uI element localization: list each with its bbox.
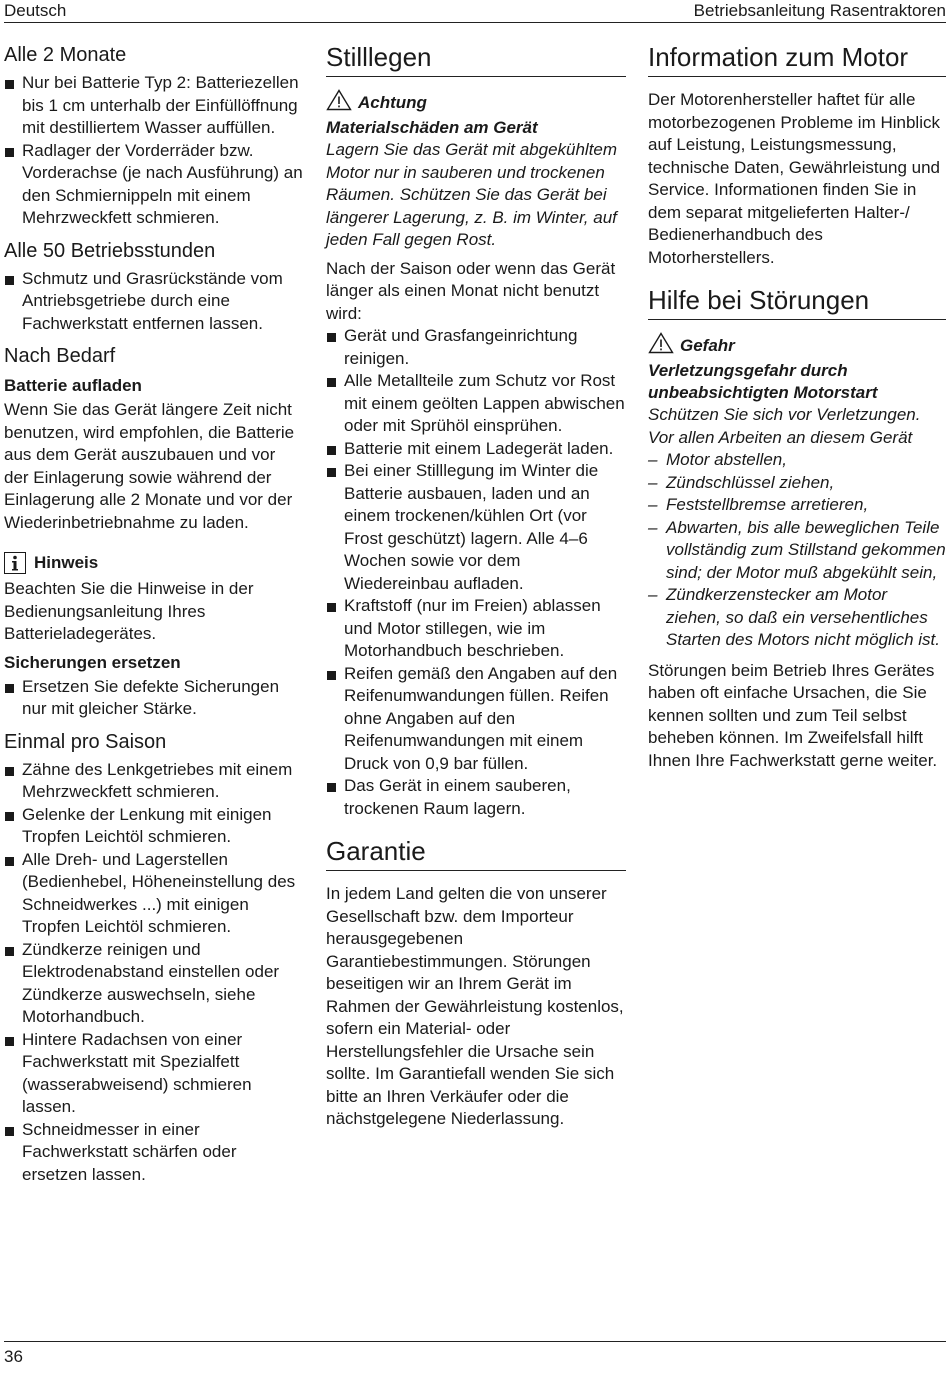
list-item: Ersetzen Sie defekte Sicherungen nur mit gleicher Stärke. (4, 676, 304, 721)
engine-paragraph: Der Motorenhersteller haftet für alle motorbezogenen Probleme im Hinblick auf Leistung, Leistungsmessung, technische Daten, Gewährleistung und Service. Informationen finden Sie in dem separat mitgelieferten Halter-/ Bedienerhandbuch des Motorherstellers. (648, 90, 941, 267)
caution-subtitle: Materialschäden am Gerät (326, 118, 538, 137)
caution-title: Achtung (358, 93, 427, 112)
list-item: Zündkerze reinigen und Elektrodenabstand einstellen oder Zündkerze auswechseln, siehe Motorhandbuch. (4, 939, 304, 1029)
caution-heading (326, 89, 626, 117)
list-every-50-hours (4, 268, 304, 336)
list-item: Zähne des Lenkgetriebes mit einem Mehrzweckfett schmieren. (4, 759, 304, 804)
section-title-every-50-hours: Alle 50 Betriebsstunden (4, 239, 216, 262)
list-item: Alle Dreh- und Lagerstellen (Bedienhebel, Höheneinstellung des Schneidwerkes ...) mit einigen Tropfen Leichtöl schmieren. (4, 849, 304, 939)
header-language: Deutsch (4, 1, 67, 20)
page-header (4, 0, 946, 23)
list-item: Schneidmesser in einer Fachwerkstatt schärfen oder ersetzen lassen. (4, 1119, 304, 1187)
list-item: – Zündkerzenstecker am Motor ziehen, so daß ein versehentliches Starten des Motors nicht möglich ist. (648, 584, 946, 652)
page-number: 36 (4, 1347, 23, 1366)
list-item: – Zündschlüssel ziehen, (648, 472, 946, 495)
list-item: Reifen gemäß den Angaben auf den Reifenumwandungen füllen. Reifen ohne Angaben auf den Reifenumwandungen mit einem Druck von 0,9 bar füllen. (326, 663, 626, 776)
section-title-engine-info: Information zum Motor (648, 42, 946, 77)
list-fuses (4, 676, 304, 721)
guarantee-paragraph: In jedem Land gelten die von unserer Gesellschaft bzw. dem Importeur herausgegebenen Garantiebestimmungen. Störungen beseitigen wir an Ihrem Gerät im Rahmen der Gewährleistung kostenlos, sofern ein Material- oder Herstellungsfehler die Ursache sein sollte. Im Garantiefall wenden Sie sich bitte an Ihren Verkäufer oder die nächstgelegene Niederlassung. (326, 884, 624, 1128)
section-title-once-per-season: Einmal pro Saison (4, 730, 167, 753)
list-item: Schmutz und Grasrückstände vom Antriebsgetriebe durch eine Fachwerkstatt entfernen lassen. (4, 268, 304, 336)
warning-triangle-icon (326, 89, 352, 117)
storage-intro: Nach der Saison oder wenn das Gerät länger als einen Monat nicht benutzt wird: (326, 258, 616, 323)
subsection-title-fuses: Sicherungen ersetzen (4, 652, 181, 672)
list-item: Bei einer Stilllegung im Winter die Batterie ausbauen, laden und an einem trockenen/kühlen Ort (vor Frost geschützt) lagern. Alle 4–6 Wochen sowie vor dem Wiedereinbau aufladen. (326, 460, 626, 595)
column-storage (326, 42, 626, 1131)
battery-paragraph: Wenn Sie das Gerät längere Zeit nicht benutzen, wird empfohlen, die Batterie aus dem Gerät auszubauen und vor der Einlagerung sowie während der Einlagerung alle 2 Monate und vor der Wiederinbetriebnahme zu laden. (4, 400, 295, 532)
warning-triangle-icon (648, 332, 674, 360)
troubleshooting-paragraph: Störungen beim Betrieb Ihres Gerätes haben oft einfache Ursachen, die Sie kennen sollten und zum Teil selbst beheben können. Im Zweifelsfall hilft Ihnen Ihre Fachwerkstatt gerne weiter. (648, 660, 938, 770)
section-title-guarantee: Garantie (326, 836, 626, 871)
list-item: – Motor abstellen, (648, 449, 946, 472)
column-maintenance (4, 42, 304, 1194)
list-item: Nur bei Batterie Typ 2: Batteriezellen bis 1 cm unterhalb der Einfüllöffnung mit destilliertem Wasser auffüllen. (4, 72, 304, 140)
section-title-troubleshooting: Hilfe bei Störungen (648, 285, 946, 320)
section-title-as-needed: Nach Bedarf (4, 345, 116, 367)
list-every-2-months (4, 72, 304, 230)
list-item: Gelenke der Lenkung mit einigen Tropfen Leichtöl schmieren. (4, 804, 304, 849)
danger-box (648, 332, 946, 652)
list-item: – Abwarten, bis alle beweglichen Teile vollständig zum Stillstand gekommen sind; der Motor muß abgekühlt sein, (648, 517, 946, 585)
page-footer (4, 1341, 946, 1368)
list-once-per-season (4, 759, 304, 1187)
list-item: Batterie mit einem Ladegerät laden. (326, 438, 626, 461)
list-danger-steps (648, 449, 946, 652)
list-item: Hintere Radachsen von einer Fachwerkstatt mit Spezialfett (wasserabweisend) schmieren lassen. (4, 1029, 304, 1119)
list-item: Gerät und Grasfangeinrichtung reinigen. (326, 325, 626, 370)
danger-paragraph: Schützen Sie sich vor Verletzungen. Vor allen Arbeiten an diesem Gerät (648, 405, 921, 447)
list-item: – Feststellbremse arretieren, (648, 494, 946, 517)
note-heading (4, 552, 304, 574)
danger-subtitle: Verletzungsgefahr durch unbeabsichtigten Motorstart (648, 361, 878, 402)
list-item: Radlager der Vorderräder bzw. Vorderachse (je nach Ausführung) an den Schmiernippeln mit einem Mehrzweckfett schmieren. (4, 140, 304, 230)
subsection-title-battery: Batterie aufladen (4, 376, 142, 395)
section-title-storage: Stilllegen (326, 42, 626, 77)
list-item: Kraftstoff (nur im Freien) ablassen und Motor stillegen, wie im Motorhandbuch beschrieben. (326, 595, 626, 663)
danger-heading (648, 332, 946, 360)
list-item: Das Gerät in einem sauberen, trockenen Raum lagern. (326, 775, 626, 820)
section-title-every-2-months: Alle 2 Monate (4, 44, 127, 66)
caution-box (326, 89, 626, 252)
note-title: Hinweis (34, 553, 99, 572)
column-engine-help (648, 42, 946, 772)
list-item: Alle Metallteile zum Schutz vor Rost mit einem geölten Lappen abwischen oder mit Sprühöl einsprühen. (326, 370, 626, 438)
info-icon (4, 552, 26, 574)
danger-title: Gefahr (680, 336, 735, 355)
list-storage-steps (326, 325, 626, 820)
note-paragraph: Beachten Sie die Hinweise in der Bedienungsanleitung Ihres Batterieladegerätes. (4, 579, 254, 643)
caution-paragraph: Lagern Sie das Gerät mit abgekühltem Motor nur in sauberen und trockenen Räumen. Schützen Sie das Gerät bei längerer Lagerung, z. B. im Winter, auf jeden Fall gegen Rost. (326, 140, 618, 249)
header-document-title: Betriebsanleitung Rasentraktoren (693, 1, 946, 20)
